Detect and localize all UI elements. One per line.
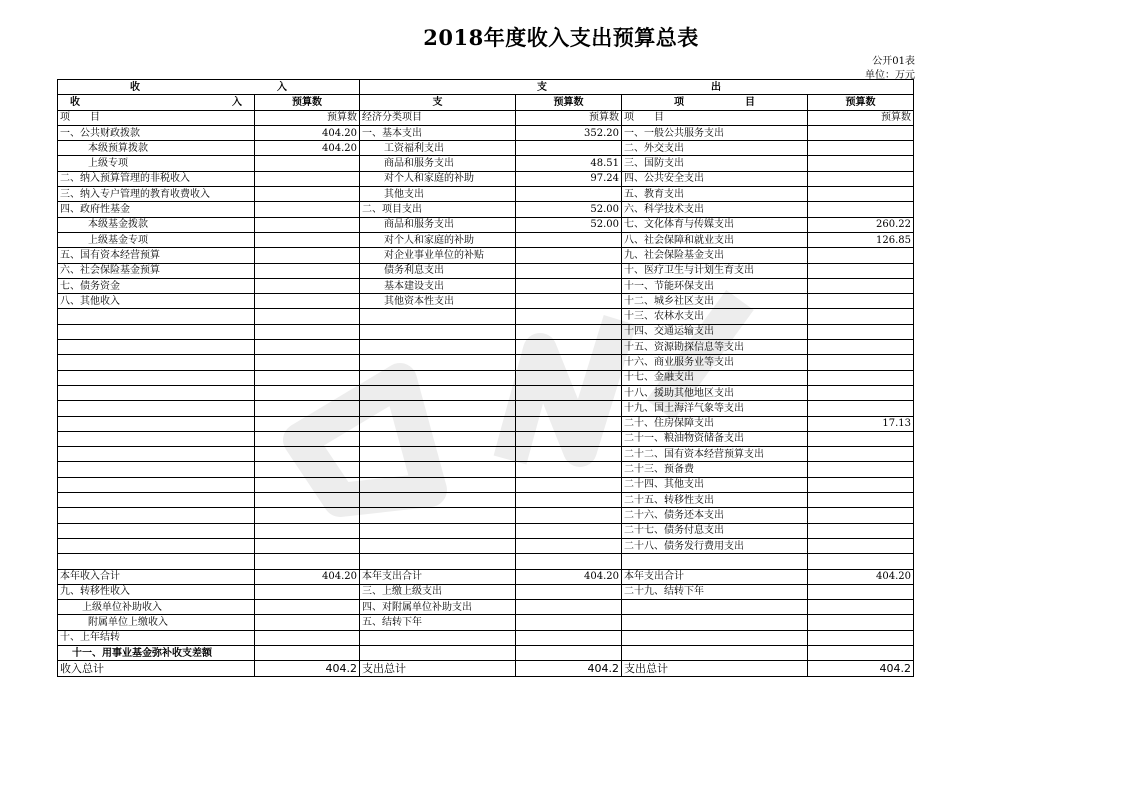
cell-d xyxy=(516,554,622,569)
table-row xyxy=(58,294,914,309)
cell-f xyxy=(808,538,914,553)
cell-c: 对个人和家庭的补助 xyxy=(360,171,516,186)
cell-f xyxy=(808,462,914,477)
cell-d xyxy=(516,431,622,446)
cell-e: 二十九、结转下年 xyxy=(622,584,808,599)
cell-d xyxy=(516,538,622,553)
cell-f xyxy=(808,431,914,446)
cell-b xyxy=(255,615,360,630)
cell-a: 本级预算拨款 xyxy=(58,141,255,156)
cell-f xyxy=(808,615,914,630)
cell-b xyxy=(255,416,360,431)
cell-c: 二、项目支出 xyxy=(360,202,516,217)
table-row xyxy=(58,355,914,370)
cell-b xyxy=(255,278,360,293)
cell-c xyxy=(360,355,516,370)
cell-d xyxy=(516,630,622,645)
cell-b xyxy=(255,645,360,660)
cell-d: 52.00 xyxy=(516,217,622,232)
cell-e: 十四、交通运输支出 xyxy=(622,324,808,339)
cell-d xyxy=(516,462,622,477)
cell-f xyxy=(808,278,914,293)
table-row xyxy=(58,141,914,156)
cell-b xyxy=(255,370,360,385)
total-cell: 支出总计 xyxy=(360,661,516,676)
cell-d xyxy=(516,523,622,538)
cell-b xyxy=(255,217,360,232)
table-row xyxy=(58,462,914,477)
cell-d xyxy=(516,324,622,339)
cell-d xyxy=(516,645,622,660)
cell-c: 其他资本性支出 xyxy=(360,294,516,309)
cell-e xyxy=(622,600,808,615)
cell-a: 六、社会保险基金预算 xyxy=(58,263,255,278)
cell-b xyxy=(255,309,360,324)
cell-d xyxy=(516,248,622,263)
table-row xyxy=(58,385,914,400)
cell-a: 十一、用事业基金弥补收支差额 xyxy=(58,645,255,660)
cell-c: 本年支出合计 xyxy=(360,569,516,584)
cell-e: 八、社会保障和就业支出 xyxy=(622,232,808,247)
cell-e xyxy=(622,630,808,645)
col-label-budget3: 预算数 xyxy=(808,110,914,125)
cell-f xyxy=(808,187,914,202)
cell-b xyxy=(255,584,360,599)
cell-d xyxy=(516,263,622,278)
grand-total-row xyxy=(58,661,914,676)
table-row xyxy=(58,187,914,202)
table-row xyxy=(58,630,914,645)
cell-a xyxy=(58,523,255,538)
func-budget-header: 预算数 xyxy=(808,95,914,110)
cell-d xyxy=(516,401,622,416)
cell-b xyxy=(255,156,360,171)
cell-b xyxy=(255,232,360,247)
cell-b xyxy=(255,248,360,263)
cell-d xyxy=(516,584,622,599)
cell-a: 本级基金拨款 xyxy=(58,217,255,232)
cell-b xyxy=(255,187,360,202)
cell-a xyxy=(58,447,255,462)
cell-a: 二、纳入预算管理的非税收入 xyxy=(58,171,255,186)
cell-b xyxy=(255,294,360,309)
col-label-econ: 经济分类项目 xyxy=(360,110,516,125)
group-header-row xyxy=(58,80,914,95)
cell-f xyxy=(808,401,914,416)
cell-f xyxy=(808,370,914,385)
cell-e: 六、科学技术支出 xyxy=(622,202,808,217)
cell-e: 二十二、国有资本经营预算支出 xyxy=(622,447,808,462)
cell-f xyxy=(808,645,914,660)
cell-d xyxy=(516,447,622,462)
cell-d xyxy=(516,294,622,309)
col-label-item: 项 目 xyxy=(58,110,255,125)
cell-a xyxy=(58,431,255,446)
cell-d xyxy=(516,309,622,324)
cell-b: 404.20 xyxy=(255,125,360,140)
cell-e: 十一、节能环保支出 xyxy=(622,278,808,293)
cell-a: 上级专项 xyxy=(58,156,255,171)
cell-f xyxy=(808,156,914,171)
cell-c: 四、对附属单位补助支出 xyxy=(360,600,516,615)
cell-e: 二十八、债务发行费用支出 xyxy=(622,538,808,553)
table-row xyxy=(58,416,914,431)
table-row xyxy=(58,202,914,217)
income-group-right: 入 xyxy=(277,81,287,93)
cell-d xyxy=(516,385,622,400)
cell-f xyxy=(808,171,914,186)
table-row xyxy=(58,232,914,247)
cell-a xyxy=(58,355,255,370)
cell-e: 二十三、预备费 xyxy=(622,462,808,477)
cell-e: 三、国防支出 xyxy=(622,156,808,171)
cell-b xyxy=(255,462,360,477)
cell-b xyxy=(255,538,360,553)
cell-e: 二、外交支出 xyxy=(622,141,808,156)
cell-e: 二十一、粮油物资储备支出 xyxy=(622,431,808,446)
cell-b xyxy=(255,324,360,339)
cell-a: 十、上年结转 xyxy=(58,630,255,645)
cell-f: 126.85 xyxy=(808,232,914,247)
cell-f xyxy=(808,202,914,217)
cell-e: 二十、住房保障支出 xyxy=(622,416,808,431)
cell-f xyxy=(808,554,914,569)
cell-e: 十、医疗卫生与计划生育支出 xyxy=(622,263,808,278)
cell-a: 四、政府性基金 xyxy=(58,202,255,217)
cell-b: 404.20 xyxy=(255,141,360,156)
cell-a: 本年收入合计 xyxy=(58,569,255,584)
cell-d xyxy=(516,355,622,370)
cell-b xyxy=(255,263,360,278)
cell-a xyxy=(58,508,255,523)
cell-f xyxy=(808,125,914,140)
cell-f xyxy=(808,600,914,615)
income-group-header xyxy=(58,80,360,95)
cell-c: 对企业事业单位的补贴 xyxy=(360,248,516,263)
cell-b xyxy=(255,523,360,538)
cell-a: 附属单位上缴收入 xyxy=(58,615,255,630)
cell-c: 一、基本支出 xyxy=(360,125,516,140)
income-budget-header: 预算数 xyxy=(255,95,360,110)
cell-b: 404.20 xyxy=(255,569,360,584)
cell-c: 其他支出 xyxy=(360,187,516,202)
cell-e: 十九、国土海洋气象等支出 xyxy=(622,401,808,416)
cell-f xyxy=(808,447,914,462)
cell-b xyxy=(255,355,360,370)
col-label-budget: 预算数 xyxy=(255,110,360,125)
cell-a: 上级单位补助收入 xyxy=(58,600,255,615)
cell-f xyxy=(808,385,914,400)
table-row xyxy=(58,125,914,140)
cell-d: 52.00 xyxy=(516,202,622,217)
cell-e: 二十五、转移性支出 xyxy=(622,493,808,508)
cell-d xyxy=(516,232,622,247)
table-row xyxy=(58,569,914,584)
cell-c: 基本建设支出 xyxy=(360,278,516,293)
econ-header: 支 xyxy=(360,95,516,110)
cell-b xyxy=(255,340,360,355)
table-row xyxy=(58,248,914,263)
cell-a: 上级基金专项 xyxy=(58,232,255,247)
cell-c xyxy=(360,508,516,523)
cell-d: 48.51 xyxy=(516,156,622,171)
cell-d xyxy=(516,416,622,431)
cell-c xyxy=(360,416,516,431)
cell-a: 三、纳入专户管理的教育收费收入 xyxy=(58,187,255,202)
cell-d xyxy=(516,141,622,156)
cell-c xyxy=(360,340,516,355)
cell-c xyxy=(360,538,516,553)
expense-group-right: 出 xyxy=(711,81,721,93)
cell-a xyxy=(58,340,255,355)
page-title: 2018年度收入支出预算总表 xyxy=(423,25,699,50)
cell-e: 十五、资源勘探信息等支出 xyxy=(622,340,808,355)
cell-c xyxy=(360,493,516,508)
table-row xyxy=(58,401,914,416)
cell-a xyxy=(58,324,255,339)
cell-e xyxy=(622,554,808,569)
econ-budget-header: 预算数 xyxy=(516,95,622,110)
budget-table xyxy=(57,79,914,677)
cell-d xyxy=(516,370,622,385)
table-row xyxy=(58,615,914,630)
cell-f xyxy=(808,324,914,339)
expense-group-left: 支 xyxy=(537,81,547,93)
total-cell: 404.2 xyxy=(516,661,622,676)
col-label-func: 项 目 xyxy=(622,110,808,125)
cell-f xyxy=(808,248,914,263)
cell-e: 十八、援助其他地区支出 xyxy=(622,385,808,400)
cell-e xyxy=(622,615,808,630)
table-row xyxy=(58,447,914,462)
total-cell: 支出总计 xyxy=(622,661,808,676)
cell-c: 债务利息支出 xyxy=(360,263,516,278)
table-row xyxy=(58,370,914,385)
cell-b xyxy=(255,630,360,645)
table-row xyxy=(58,538,914,553)
cell-f: 260.22 xyxy=(808,217,914,232)
cell-b xyxy=(255,431,360,446)
cell-f xyxy=(808,630,914,645)
cell-d xyxy=(516,340,622,355)
cell-c xyxy=(360,385,516,400)
table-row xyxy=(58,324,914,339)
cell-c xyxy=(360,462,516,477)
cell-f xyxy=(808,523,914,538)
cell-b xyxy=(255,171,360,186)
cell-b xyxy=(255,202,360,217)
cell-d: 97.24 xyxy=(516,171,622,186)
table-row xyxy=(58,508,914,523)
cell-c xyxy=(360,324,516,339)
cell-a: 九、转移性收入 xyxy=(58,584,255,599)
total-cell: 404.2 xyxy=(808,661,914,676)
cell-e: 二十四、其他支出 xyxy=(622,477,808,492)
cell-d: 404.20 xyxy=(516,569,622,584)
cell-c: 工资福利支出 xyxy=(360,141,516,156)
cell-c xyxy=(360,554,516,569)
cell-e: 二十六、债务还本支出 xyxy=(622,508,808,523)
table-row xyxy=(58,309,914,324)
cell-a xyxy=(58,493,255,508)
cell-b xyxy=(255,600,360,615)
cell-a xyxy=(58,416,255,431)
cell-a: 八、其他收入 xyxy=(58,294,255,309)
income-item-header-right: 入 xyxy=(232,96,242,108)
cell-a: 一、公共财政拨款 xyxy=(58,125,255,140)
income-group-left: 收 xyxy=(130,81,140,93)
total-cell: 404.2 xyxy=(255,661,360,676)
cell-e: 二十七、债务付息支出 xyxy=(622,523,808,538)
cell-b xyxy=(255,385,360,400)
cell-b xyxy=(255,554,360,569)
cell-c xyxy=(360,523,516,538)
income-item-header xyxy=(58,95,255,110)
expense-group-header xyxy=(360,80,914,95)
cell-f xyxy=(808,340,914,355)
column-label-row xyxy=(58,110,914,125)
func-header-left: 项 xyxy=(674,96,684,108)
cell-b xyxy=(255,477,360,492)
cell-e: 五、教育支出 xyxy=(622,187,808,202)
cell-e: 十七、金融支出 xyxy=(622,370,808,385)
cell-d xyxy=(516,187,622,202)
table-row xyxy=(58,156,914,171)
cell-d xyxy=(516,600,622,615)
cell-c xyxy=(360,645,516,660)
cell-a xyxy=(58,477,255,492)
cell-f xyxy=(808,477,914,492)
cell-a xyxy=(58,309,255,324)
cell-e: 十二、城乡社区支出 xyxy=(622,294,808,309)
cell-d xyxy=(516,508,622,523)
cell-e: 一、一般公共服务支出 xyxy=(622,125,808,140)
cell-f xyxy=(808,584,914,599)
cell-f xyxy=(808,141,914,156)
cell-e: 十三、农林水支出 xyxy=(622,309,808,324)
cell-f xyxy=(808,263,914,278)
cell-e: 十六、商业服务业等支出 xyxy=(622,355,808,370)
cell-c xyxy=(360,431,516,446)
col-label-budget2: 预算数 xyxy=(516,110,622,125)
cell-c: 三、上缴上级支出 xyxy=(360,584,516,599)
cell-a xyxy=(58,538,255,553)
subheader-row xyxy=(58,95,914,110)
cell-e: 四、公共安全支出 xyxy=(622,171,808,186)
table-row xyxy=(58,217,914,232)
cell-b xyxy=(255,447,360,462)
table-row xyxy=(58,523,914,538)
table-row xyxy=(58,263,914,278)
table-row xyxy=(58,477,914,492)
cell-b xyxy=(255,493,360,508)
table-row xyxy=(58,600,914,615)
table-row xyxy=(58,584,914,599)
cell-e xyxy=(622,645,808,660)
cell-d xyxy=(516,278,622,293)
cell-f xyxy=(808,493,914,508)
cell-f xyxy=(808,508,914,523)
cell-f: 404.20 xyxy=(808,569,914,584)
cell-a xyxy=(58,462,255,477)
cell-b xyxy=(255,401,360,416)
cell-c xyxy=(360,309,516,324)
cell-e: 九、社会保险基金支出 xyxy=(622,248,808,263)
cell-d xyxy=(516,493,622,508)
table-row xyxy=(58,431,914,446)
cell-a xyxy=(58,554,255,569)
cell-f: 17.13 xyxy=(808,416,914,431)
total-cell: 收入总计 xyxy=(58,661,255,676)
func-header xyxy=(622,95,808,110)
cell-b xyxy=(255,508,360,523)
table-row xyxy=(58,493,914,508)
cell-c xyxy=(360,630,516,645)
table-row xyxy=(58,340,914,355)
table-row xyxy=(58,554,914,569)
cell-f xyxy=(808,294,914,309)
cell-a xyxy=(58,385,255,400)
table-row xyxy=(58,171,914,186)
cell-d xyxy=(516,615,622,630)
cell-d xyxy=(516,477,622,492)
cell-f xyxy=(808,309,914,324)
cell-c xyxy=(360,401,516,416)
cell-c xyxy=(360,370,516,385)
cell-e: 本年支出合计 xyxy=(622,569,808,584)
form-code: 公开01表 xyxy=(872,56,915,67)
unit-label: 单位：万元 xyxy=(865,70,915,81)
cell-c: 五、结转下年 xyxy=(360,615,516,630)
cell-c: 商品和服务支出 xyxy=(360,217,516,232)
cell-d: 352.20 xyxy=(516,125,622,140)
cell-a xyxy=(58,401,255,416)
cell-c xyxy=(360,477,516,492)
cell-c: 对个人和家庭的补助 xyxy=(360,232,516,247)
func-header-right: 目 xyxy=(745,96,755,108)
cell-c xyxy=(360,447,516,462)
cell-e: 七、文化体育与传媒支出 xyxy=(622,217,808,232)
cell-c: 商品和服务支出 xyxy=(360,156,516,171)
cell-a: 五、国有资本经营预算 xyxy=(58,248,255,263)
table-row xyxy=(58,645,914,660)
cell-a xyxy=(58,370,255,385)
table-row xyxy=(58,278,914,293)
income-item-header-left: 收 xyxy=(70,96,80,108)
cell-a: 七、债务资金 xyxy=(58,278,255,293)
cell-f xyxy=(808,355,914,370)
